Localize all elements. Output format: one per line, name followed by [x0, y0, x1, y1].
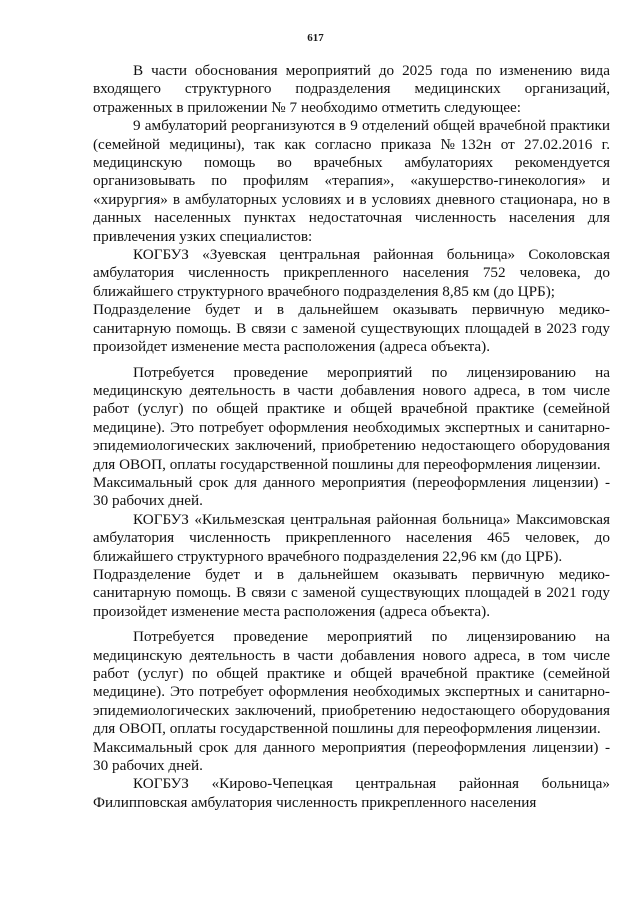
paragraph-zuevka-hospital: КОГБУЗ «Зуевская центральная районная больница» Соколовская амбулатория численность прикрепленного населения 752 человека, до ближайшего структурного врачебного подразделения 8,85 км (до ЦРБ); — [93, 246, 610, 300]
paragraph-intro: В части обоснования мероприятий до 2025 года по изменению вида входящего структурного подразделения медицинских организаций, отраженных в приложении № 7 необходимо отметить следующее: — [93, 62, 610, 116]
paragraph-kilmez-hospital: КОГБУЗ «Кильмезская центральная районная больница» Максимовская амбулатория численность прикрепленного населения 465 человек, до ближайшего структурного врачебного подразделения 22,96 км (до ЦРБ). — [93, 510, 610, 565]
paragraph-zuevka-subdivision: Подразделение будет и в дальнейшем оказывать первичную медико-санитарную помощь. В связи с заменой существующих площадей в 2023 году произойдет изменение места расположения (адреса объекта). — [93, 301, 610, 356]
paragraph-kilmez-subdivision: Подразделение будет и в дальнейшем оказывать первичную медико-санитарную помощь. В связи с заменой существующих площадей в 2021 году произойдет изменение места расположения (адреса объекта). — [93, 565, 610, 620]
paragraph-zuevka-deadline: Максимальный срок для данного мероприятия (переоформления лицензии) - 30 рабочих дней. — [93, 473, 610, 510]
paragraph-kilmez-licensing: Потребуется проведение мероприятий по лицензированию на медицинскую деятельность в части добавления нового адреса, в том числе работ (услуг) по общей практике и общей врачебной практике (семейной медицине). Это потребует оформления необходимых экспертных и санитарно-эпидемиологических заключений, приобретению недостающего оборудования для ОВОП, оплаты государственной пошлины для переоформления лицензии. — [93, 628, 610, 738]
paragraph-ambulatory-reorganization: 9 амбулаторий реорганизуются в 9 отделений общей врачебной практики (семейной медицины), так как согласно приказа №132н от 27.02.2016 г. медицинскую помощь во врачебных амбулаториях рекомендуется организовывать по профилям «терапия», «акушерство-гинекология» и «хирургия» в амбулаторных условиях и в условиях дневного стационара, но в данных населенных пунктах недостаточная численность населения для привлечения узких специалистов: — [93, 117, 610, 245]
page-number: 617 — [307, 32, 324, 44]
paragraph-kilmez-deadline: Максимальный срок для данного мероприятия (переоформления лицензии) - 30 рабочих дней. — [93, 738, 610, 775]
paragraph-zuevka-licensing: Потребуется проведение мероприятий по лицензированию на медицинскую деятельность в части добавления нового адреса, в том числе работ (услуг) по общей практике и общей врачебной практике (семейной медицине). Это потребует оформления необходимых экспертных и санитарно-эпидемиологических заключений, приобретению недостающего оборудования для ОВОП, оплаты государственной пошлины для переоформления лицензии. — [93, 363, 610, 473]
document-body — [93, 62, 610, 812]
paragraph-kirovo-chepetsk-hospital: КОГБУЗ «Кирово-Чепецкая центральная районная больница» Филипповская амбулатория численность прикрепленного населения — [93, 775, 610, 811]
